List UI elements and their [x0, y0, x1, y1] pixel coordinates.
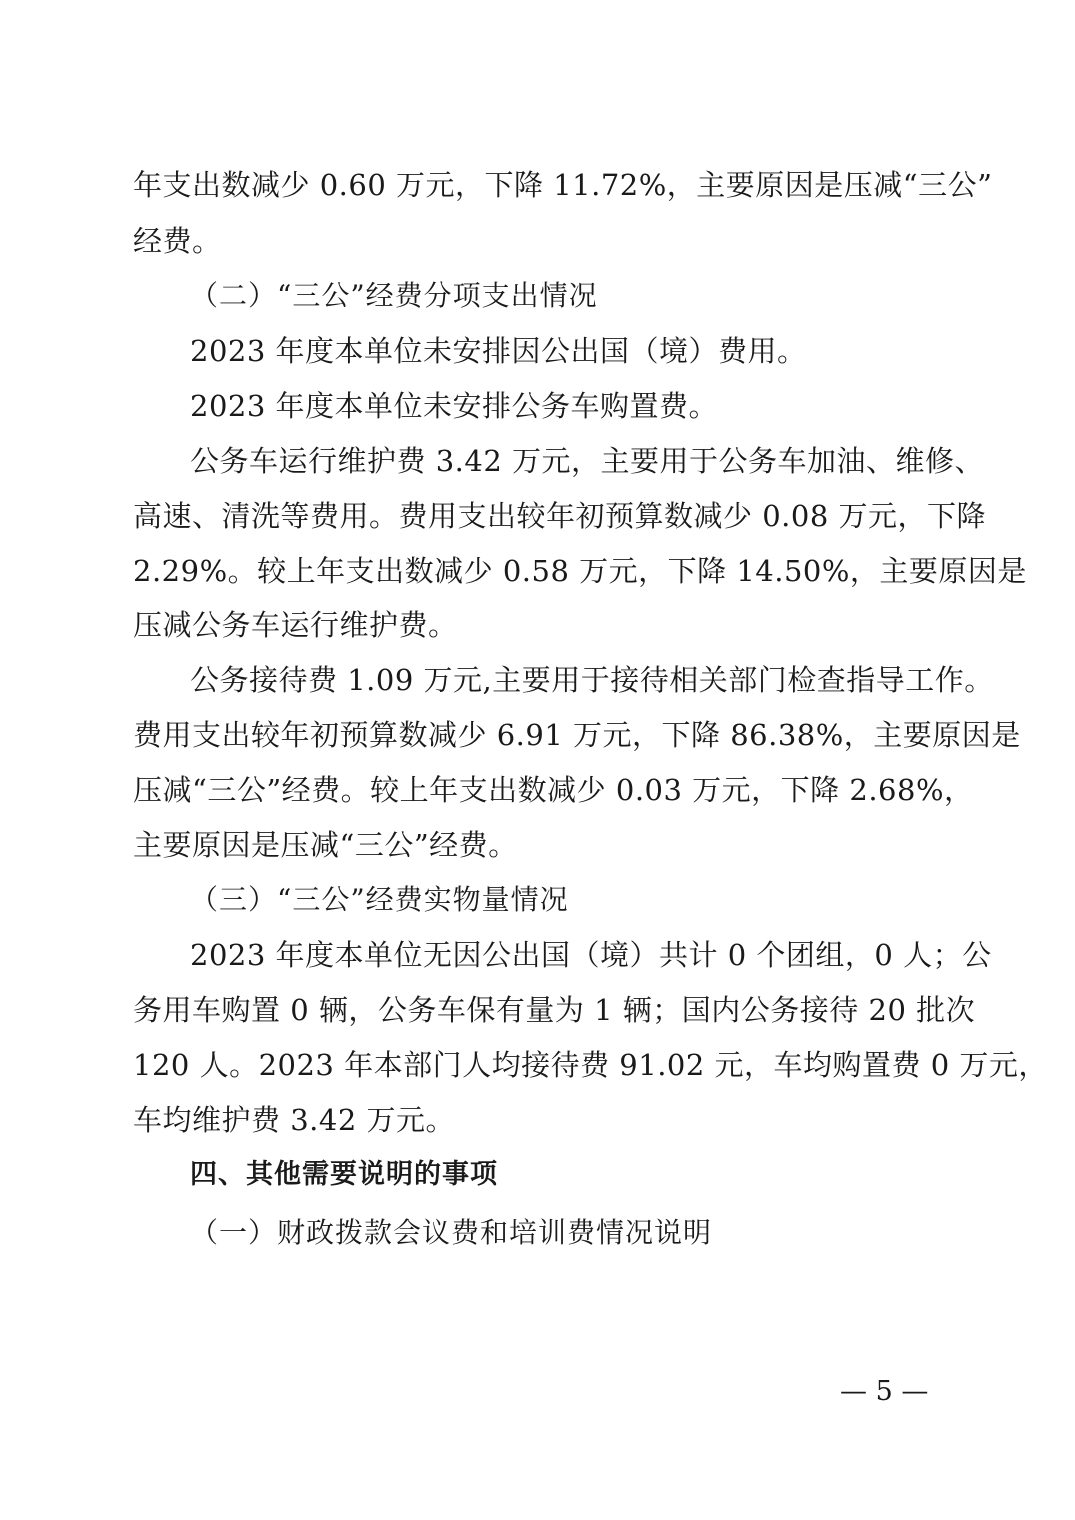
- subsection-heading-1: （一）财政拨款会议费和培训费情况说明: [190, 1216, 713, 1249]
- section-heading-4: 四、其他需要说明的事项: [190, 1159, 498, 1190]
- paragraph-line: 主要原因是压减“三公”经费。: [133, 828, 518, 862]
- paragraph-line: 压减公务车运行维护费。: [133, 608, 458, 642]
- paragraph-line: 年支出数减少 0.60 万元，下降 11.72%，主要原因是压减“三公”: [133, 168, 993, 202]
- paragraph-line: 120 人。2023 年本部门人均接待费 91.02 元，车均购置费 0 万元，: [133, 1048, 1048, 1082]
- paragraph-line: 高速、清洗等费用。费用支出较年初预算数减少 0.08 万元，下降: [133, 499, 987, 533]
- paragraph-line: 2023 年度本单位未安排因公出国（境）费用。: [190, 334, 807, 368]
- paragraph-line: 压减“三公”经费。较上年支出数减少 0.03 万元，下降 2.68%，: [133, 773, 974, 807]
- paragraph-line: 2.29%。较上年支出数减少 0.58 万元，下降 14.50%，主要原因是: [133, 554, 1027, 588]
- paragraph-line: 公务接待费 1.09 万元,主要用于接待相关部门检查指导工作。: [190, 663, 994, 697]
- paragraph-line: 2023 年度本单位未安排公务车购置费。: [190, 389, 719, 423]
- paragraph-line: 2023 年度本单位无因公出国（境）共计 0 个团组，0 人；公: [190, 938, 992, 972]
- paragraph-line: 务用车购置 0 辆，公务车保有量为 1 辆；国内公务接待 20 批次: [133, 993, 976, 1027]
- paragraph-line: 费用支出较年初预算数减少 6.91 万元，下降 86.38%，主要原因是: [133, 718, 1021, 752]
- paragraph-line: 公务车运行维护费 3.42 万元，主要用于公务车加油、维修、: [190, 444, 985, 478]
- paragraph-line: 车均维护费 3.42 万元。: [133, 1103, 456, 1137]
- subsection-heading-2: （二）“三公”经费分项支出情况: [190, 279, 598, 312]
- paragraph-line: 经费。: [133, 224, 222, 258]
- subsection-heading-3: （三）“三公”经费实物量情况: [190, 883, 569, 916]
- page-number: — 5 —: [840, 1376, 929, 1407]
